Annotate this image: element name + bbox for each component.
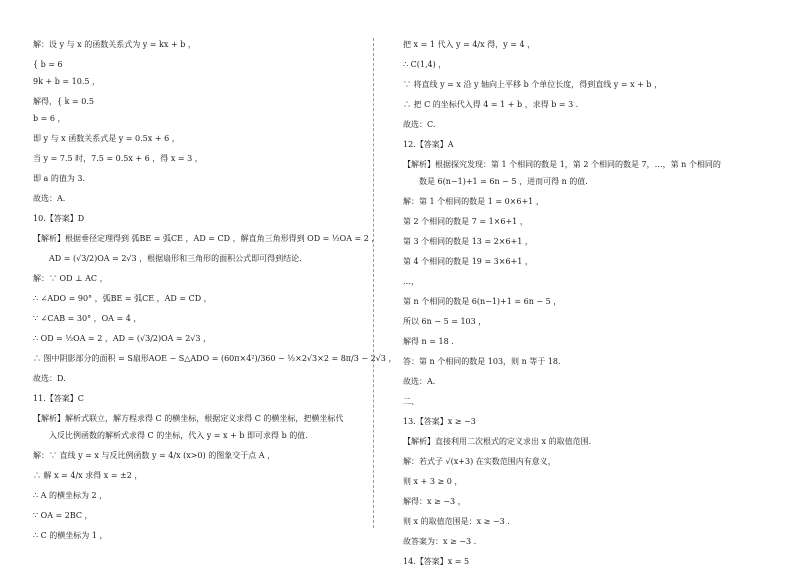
line-gap [33,501,378,511]
text-line: ∴ ∠ADO = 90° ，弧BE = 弧CE ，AD = CD ， [33,294,212,303]
line-gap [403,267,748,277]
text-line: 解：∵ OD ⊥ AC ， [33,274,108,283]
line-gap [33,144,378,154]
right-column [403,40,748,577]
text-line: ∴ 图中阴影部分的面积 = S扇形AOE − S△ADO = (60π×4²)/360 − ½×2√3×2 = 8π/3 − 2√3 ， [33,354,397,363]
column-divider [373,38,374,528]
line-gap [403,447,748,457]
line-gap [33,384,378,394]
text-line: 即 a 的值为 3. [33,174,86,183]
text-line: 第 n 个相同的数是 6(n−1)+1 = 6n − 5 ， [403,297,562,306]
left-column [33,40,397,551]
line-gap [33,481,378,491]
text-line: 故选：C. [403,120,436,129]
line-gap [403,150,748,160]
line-gap [33,324,378,334]
line-gap [33,204,378,214]
text-line: ∴ A 的横坐标为 2 ， [33,491,108,500]
text-line: 解得，{ k = 0.5 [33,97,94,106]
line-gap [33,224,378,234]
text-line: 数是 6(n−1)+1 = 6n − 5 ，进而可得 n 的值. [419,177,588,186]
text-line: 11.【答案】C [33,394,84,403]
line-gap [403,387,748,397]
line-gap [403,487,748,497]
line-gap [403,427,748,437]
text-line: 第 4 个相同的数是 19 = 3×6+1 ， [403,257,533,266]
text-line: 12.【答案】A [403,140,454,149]
text-line: 即 y 与 x 函数关系式是 y = 0.5x + 6 ， [33,134,180,143]
text-line: 解：设 y 与 x 的函数关系式为 y = kx + b ， [33,40,196,49]
line-gap [33,124,378,134]
text-line: 解得：x ≥ −3 ， [403,497,466,506]
line-gap [33,244,378,254]
line-gap [33,184,378,194]
line-gap [33,87,378,97]
text-line: 把 x = 1 代入 y = 4/x 得，y = 4 ， [403,40,536,49]
text-line: 当 y = 7.5 时，7.5 = 0.5x + 6 ，得 x = 3 ， [33,154,203,163]
text-line: ∴ OD = ½OA = 2 ，AD = (√3/2)OA = 2√3 ， [33,334,212,343]
text-line: 所以 6n − 5 = 103 ， [403,317,487,326]
line-gap [33,424,378,431]
text-line: …， [403,277,419,286]
text-line: 故答案为：x ≥ −3 . [403,537,477,546]
text-line: ∴ C(1,4) ， [403,60,447,69]
text-line: 第 3 个相同的数是 13 = 2×6+1 ， [403,237,533,246]
line-gap [33,521,378,531]
line-gap [33,344,378,354]
line-gap [33,164,378,174]
text-line: 解：第 1 个相同的数是 1 = 0×6+1 ， [403,197,544,206]
line-gap [403,247,748,257]
text-line: 10.【答案】D [33,214,85,223]
line-gap [403,50,748,60]
line-gap [403,367,748,377]
line-gap [33,441,378,451]
text-line: 答：第 n 个相同的数是 103，则 n 等于 18. [403,357,561,366]
text-line: ∴ C 的横坐标为 1 ， [33,531,108,540]
text-line: ∵ ∠CAB = 30° ，OA = 4 ， [33,314,142,323]
line-gap [403,170,748,177]
text-line: 故选：A. [403,377,436,386]
text-line: b = 6 ， [33,114,66,123]
line-gap [33,264,378,274]
line-gap [33,364,378,374]
line-gap [33,541,378,551]
text-line: 解：若式子 √(x+3) 在实数范围内有意义， [403,457,556,466]
text-line: ∴ 把 C 的坐标代入得 4 = 1 + b ，求得 b = 3 . [403,100,579,109]
text-line: ∵ 将直线 y = x 沿 y 轴向上平移 b 个单位长度，得到直线 y = x + b ， [403,80,663,89]
line-gap [403,547,748,557]
line-gap [403,407,748,417]
line-gap [33,70,378,77]
line-gap [403,287,748,297]
line-gap [403,467,748,477]
line-gap [33,107,378,114]
text-line: 则 x 的取值范围是：x ≥ −3 . [403,517,510,526]
line-gap [403,307,748,317]
line-gap [33,284,378,294]
text-line: ∵ OA = 2BC ， [33,511,93,520]
line-gap [33,304,378,314]
text-line: 13.【答案】x ≥ −3 [403,417,476,426]
text-line: 则 x + 3 ≥ 0 ， [403,477,463,486]
line-gap [403,187,748,197]
line-gap [403,227,748,237]
text-line: { b = 6 [33,60,63,69]
text-line: 9k + b = 10.5 ， [33,77,100,86]
line-gap [403,207,748,217]
line-gap [403,90,748,100]
text-line: AD = (√3/2)OA = 2√3 ，根据扇形和三角形的面积公式即可得到结论. [49,254,302,263]
line-gap [403,507,748,517]
text-line: 解：∵ 直线 y = x 与反比例函数 y = 4/x (x>0) 的图象交于点 A ， [33,451,276,460]
line-gap [33,404,378,414]
line-gap [33,50,378,60]
line-gap [403,110,748,120]
text-line: 【解析】根据探究发现：第 1 个相同的数是 1，第 2 个相同的数是 7，…，第 n 个相同的 [403,160,721,169]
text-line: 【解析】直接利用二次根式的定义求出 x 的取值范围. [403,437,592,446]
text-line: 故选：A. [33,194,66,203]
text-line: 第 2 个相同的数是 7 = 1×6+1 ， [403,217,528,226]
text-line: 解得 n = 18 . [403,337,454,346]
text-line: 【解析】解析式联立，解方程求得 C 的横坐标，根据定义求得 C 的横坐标，把横坐标代 [33,414,344,423]
text-line: 故选：D. [33,374,66,383]
line-gap [403,567,748,577]
line-gap [403,70,748,80]
text-line: ∴ 解 x = 4/x 求得 x = ±2 ， [33,471,143,480]
line-gap [33,461,378,471]
text-line: 14.【答案】x = 5 [403,557,470,566]
line-gap [403,130,748,140]
line-gap [403,347,748,357]
text-line: 二、 [403,397,419,406]
text-line: 【解析】根据垂径定理得到 弧BE = 弧CE ，AD = CD ，解直角三角形得到 OD = ½OA = 2 ， [33,234,380,243]
line-gap [403,327,748,337]
text-line: 入反比例函数的解析式求得 C 的坐标，代入 y = x + b 即可求得 b 的值. [49,431,308,440]
line-gap [403,527,748,537]
